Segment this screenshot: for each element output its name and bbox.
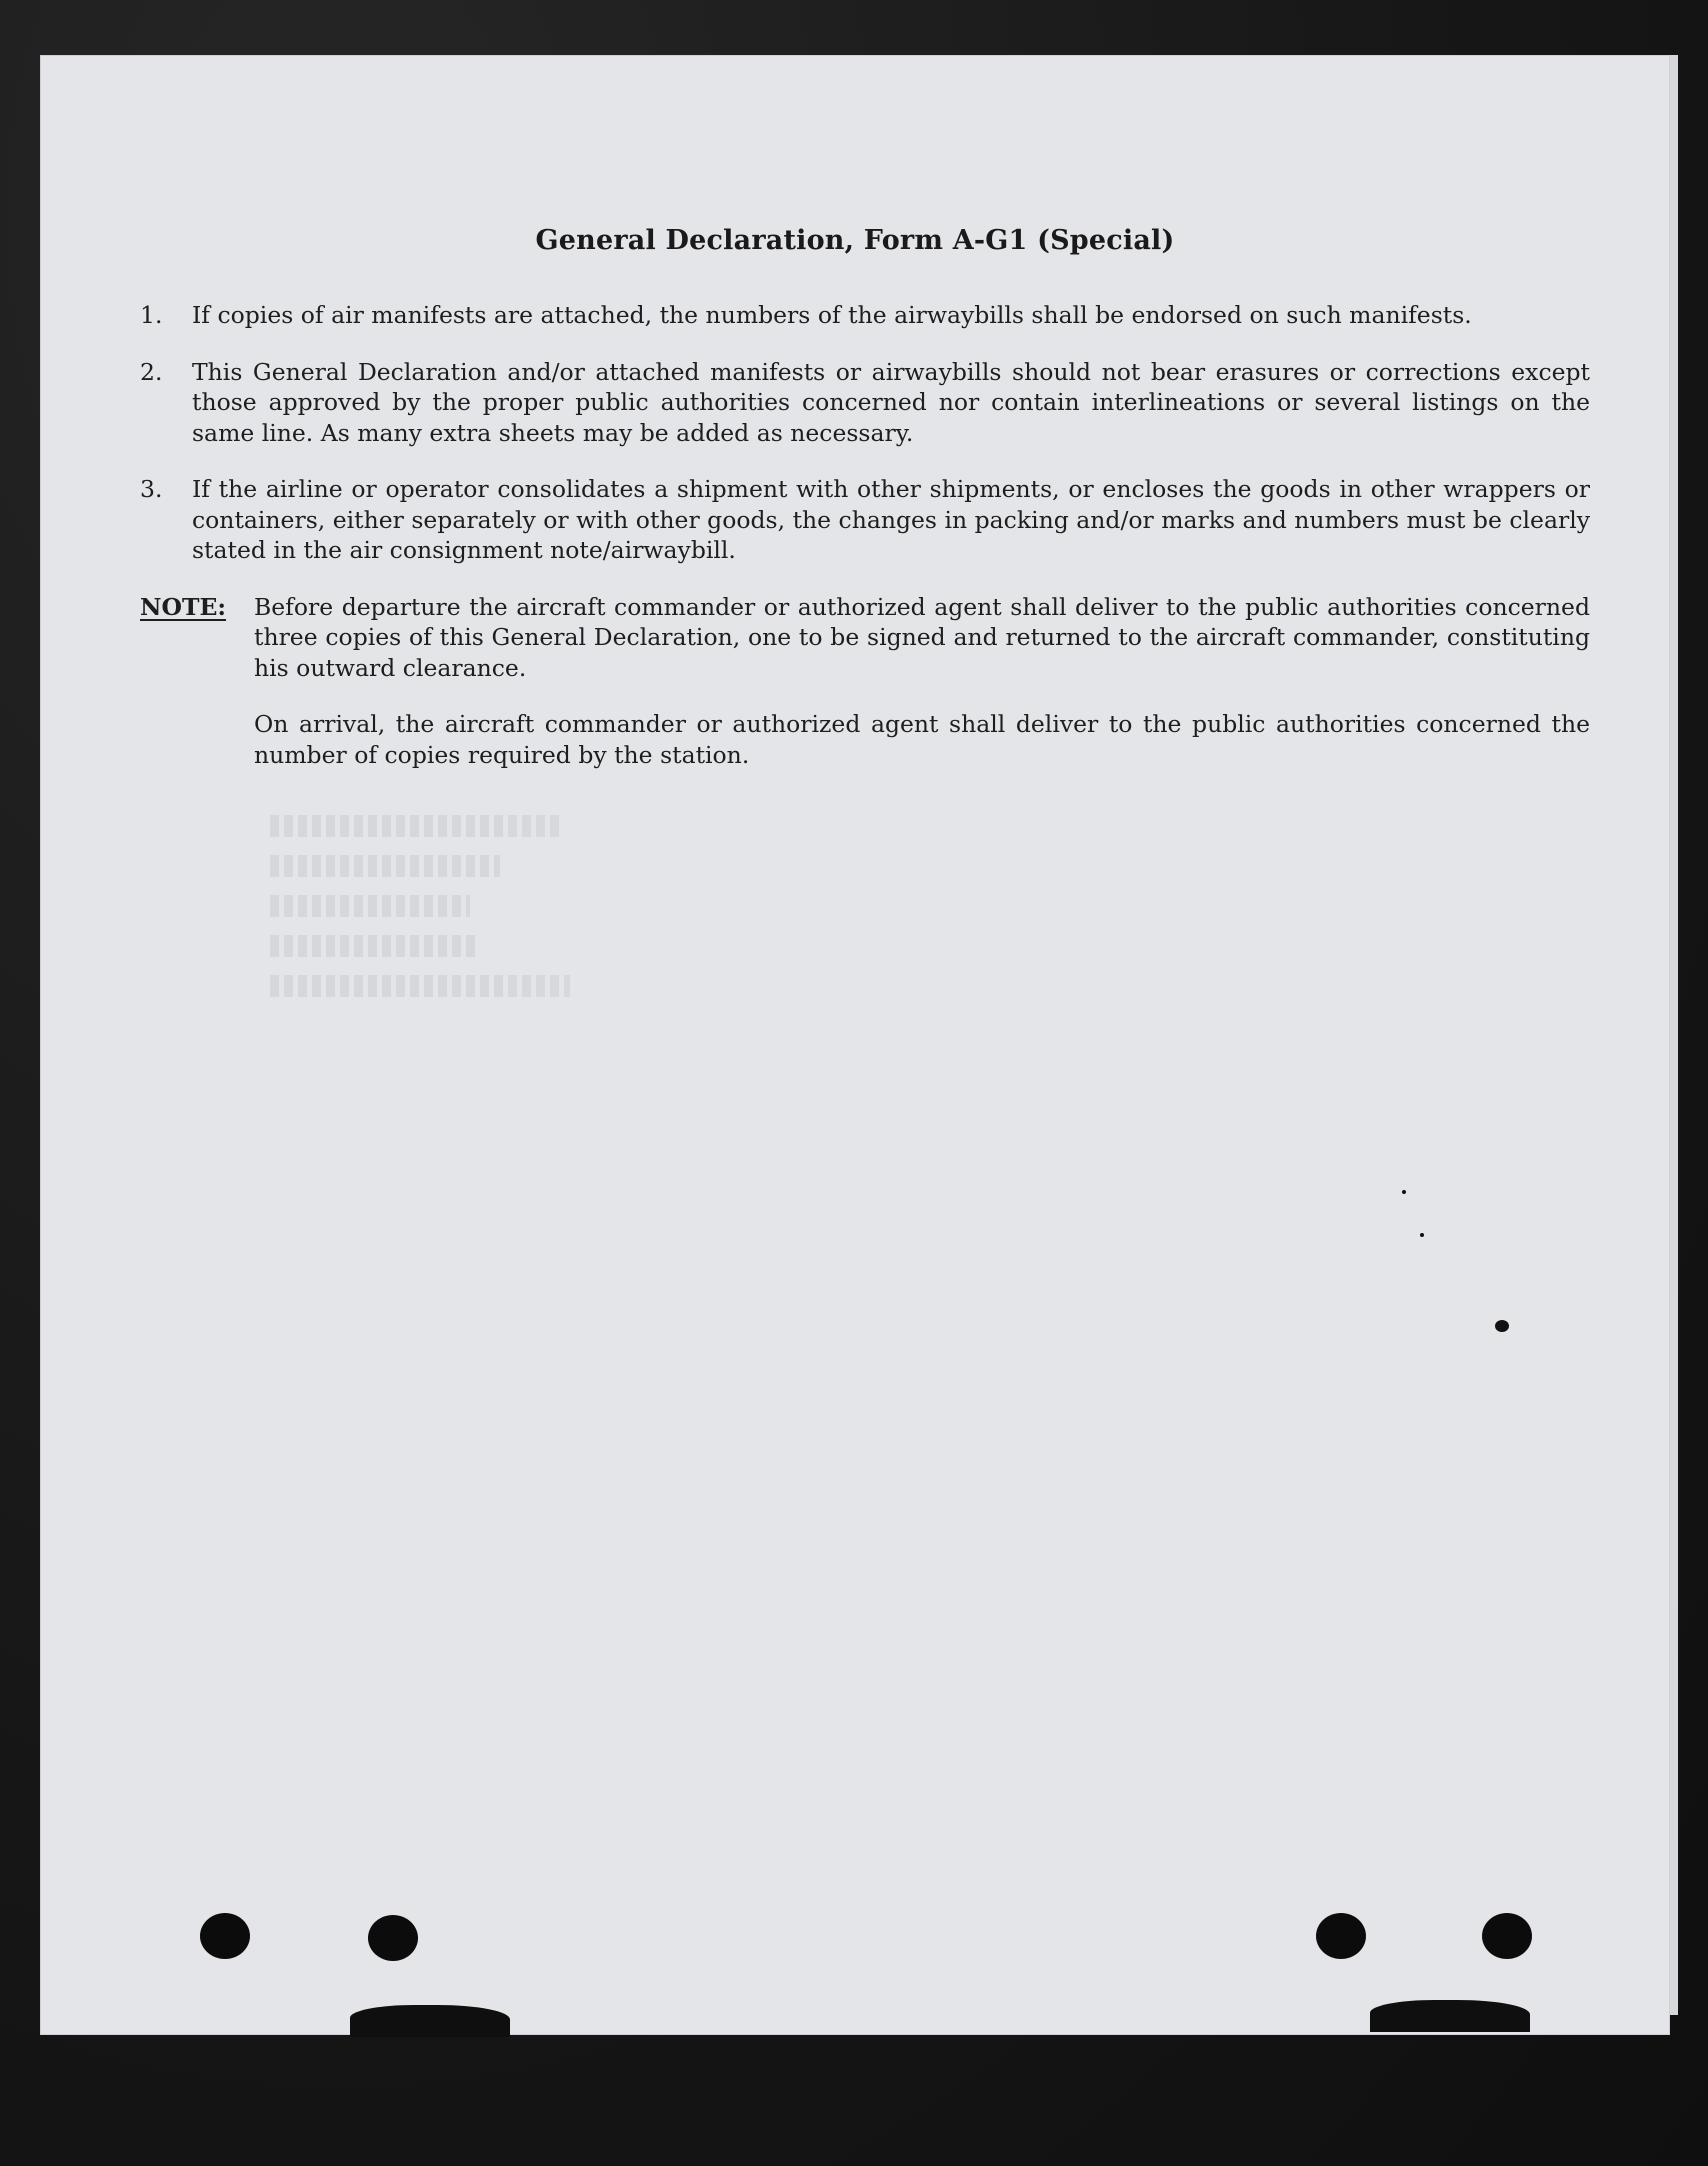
torn-edge <box>1370 2000 1530 2032</box>
list-item <box>140 357 1590 449</box>
note-label: NOTE: <box>140 592 227 621</box>
punch-hole <box>368 1915 418 1961</box>
bleed-through-text <box>270 815 590 1065</box>
torn-edge <box>350 2005 510 2037</box>
page-edge <box>1670 55 1678 2015</box>
list-item-number: 1. <box>140 301 163 329</box>
ink-speck <box>1495 1320 1509 1332</box>
document-page <box>40 55 1670 2035</box>
ink-speck <box>1420 1233 1424 1237</box>
punch-hole <box>200 1913 250 1959</box>
note-paragraph: On arrival, the aircraft commander or authorized agent shall deliver to the public authorities concerned the number of copies required by the station. <box>254 710 1590 769</box>
list-item-text: This General Declaration and/or attached manifests or airwaybills should not bear erasures or corrections except those approved by the proper public authorities concerned nor contain interlineations or several listings on the same line. As many extra sheets may be added as necessary. <box>192 357 1590 447</box>
note-body <box>254 592 1590 797</box>
punch-hole <box>1316 1913 1366 1959</box>
list-item <box>140 300 1590 331</box>
list-item <box>140 474 1590 566</box>
note-paragraph: Before departure the aircraft commander or authorized agent shall deliver to the public authorities concerned three copies of this General Declaration, one to be signed and returned to the aircraft commander, constituting his outward clearance. <box>254 592 1590 682</box>
list-item-text: If the airline or operator consolidates a shipment with other shipments, or encloses the goods in other wrappers or containers, either separately or with other goods, the changes in packing and/or marks and numbers must be clearly stated in the air consignment note/airwaybill. <box>192 475 1590 564</box>
note-section <box>140 592 1590 797</box>
ink-speck <box>1402 1190 1406 1194</box>
instructions-list <box>140 300 1590 796</box>
page-title: General Declaration, Form A-G1 (Special) <box>535 225 1175 256</box>
list-item-number: 3. <box>140 475 163 503</box>
punch-hole <box>1482 1913 1532 1959</box>
list-item-text: If copies of air manifests are attached, the numbers of the airwaybills shall be endorsed on such manifests. <box>192 301 1472 329</box>
list-item-number: 2. <box>140 357 163 386</box>
